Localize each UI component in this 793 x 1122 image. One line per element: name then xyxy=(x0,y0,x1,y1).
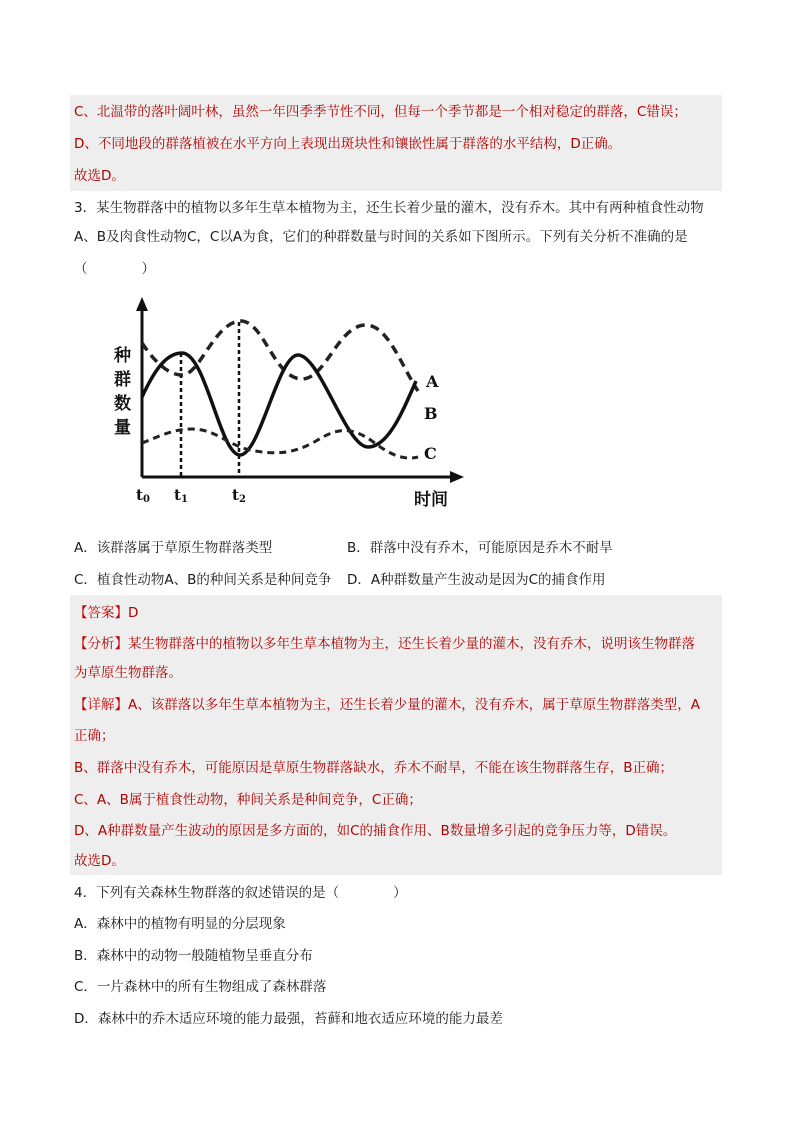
q3-stem-line-1: 3．某生物群落中的植物以多年生草本植物为主，还生长着少量的灌木，没有乔木。其中有两种植食性动物 xyxy=(74,200,704,216)
q3-detail-line-c: C、A、B属于植食性动物，种间关系是种间竞争，C正确； xyxy=(74,792,422,808)
q3-stem-line-2: A、B及肉食性动物C，C以A为食，它们的种群数量与时间的关系如下图所示。下列有关分析不准确的是 xyxy=(74,229,688,245)
q3-option-b: B．群落中没有乔木，可能原因是乔木不耐旱 xyxy=(347,540,613,556)
analysis-text-1: 某生物群落中的植物以多年生草本植物为主，还生长着少量的灌木，没有乔木，说明该生物群落 xyxy=(128,636,695,652)
q3-analysis-line-2: 为草原生物群落。 xyxy=(74,665,182,681)
answer-value: D xyxy=(128,605,139,621)
series-a-label: A xyxy=(426,372,439,391)
q4-option-a: A．森林中的植物有明显的分层现象 xyxy=(74,916,286,932)
q3-blank: （ ） xyxy=(74,261,155,277)
y-axis-arrow xyxy=(136,297,148,311)
x-tick-t2: t2 xyxy=(232,486,246,505)
q3-detail-line-a2: 正确； xyxy=(74,728,115,744)
q4-stem: 4．下列有关森林生物群落的叙述错误的是（ ） xyxy=(74,885,407,901)
q3-detail-line-d: D、A种群数量产生波动的原因是多方面的，如C的捕食作用、B数量增多引起的竞争压力等，D错误。 xyxy=(74,823,677,839)
analysis-tag: 【分析】 xyxy=(74,636,128,652)
x-axis-label: 时间 xyxy=(414,490,448,510)
series-a-line xyxy=(142,353,416,455)
q3-conclusion: 故选D。 xyxy=(74,853,125,869)
answer-tag: 【答案】 xyxy=(74,605,128,621)
y-axis-label: 种群数量 xyxy=(114,346,131,438)
prev-answer-line-d: D、不同地段的群落植被在水平方向上表现出斑块性和镶嵌性属于群落的水平结构，D正确。 xyxy=(74,136,622,152)
q3-answer-line xyxy=(74,603,138,623)
detail-text-a1: A、该群落以多年生草本植物为主，还生长着少量的灌木，没有乔木，属于草原生物群落类型，A xyxy=(128,697,700,713)
prev-answer-conclusion: 故选D。 xyxy=(74,168,125,184)
q3-detail-line-a1 xyxy=(74,695,700,715)
q3-option-c: C．植食性动物A、B的种间关系是种间竞争 xyxy=(74,572,332,588)
q4-option-d: D．森林中的乔木适应环境的能力最强，苔藓和地衣适应环境的能力最差 xyxy=(74,1011,503,1027)
population-chart xyxy=(102,295,472,515)
series-c-label: C xyxy=(424,444,437,463)
detail-tag: 【详解】 xyxy=(74,697,128,713)
x-tick-t0: t0 xyxy=(136,486,150,505)
prev-answer-line-c: C、北温带的落叶阔叶林，虽然一年四季季节性不同，但每一个季节都是一个相对稳定的群落，C错误； xyxy=(74,104,687,120)
x-axis-arrow xyxy=(450,471,464,483)
series-b-label: B xyxy=(424,404,438,423)
q4-option-b: B．森林中的动物一般随植物呈垂直分布 xyxy=(74,948,313,964)
q3-analysis-line-1 xyxy=(74,634,695,654)
q3-option-d: D．A种群数量产生波动是因为C的捕食作用 xyxy=(347,572,606,588)
x-tick-t1: t1 xyxy=(174,486,188,505)
q4-option-c: C．一片森林中的所有生物组成了森林群落 xyxy=(74,979,327,995)
q3-detail-line-b: B、群落中没有乔木，可能原因是草原生物群落缺水，乔木不耐旱，不能在该生物群落生存，B正确； xyxy=(74,760,674,776)
q3-option-a: A．该群落属于草原生物群落类型 xyxy=(74,540,273,556)
